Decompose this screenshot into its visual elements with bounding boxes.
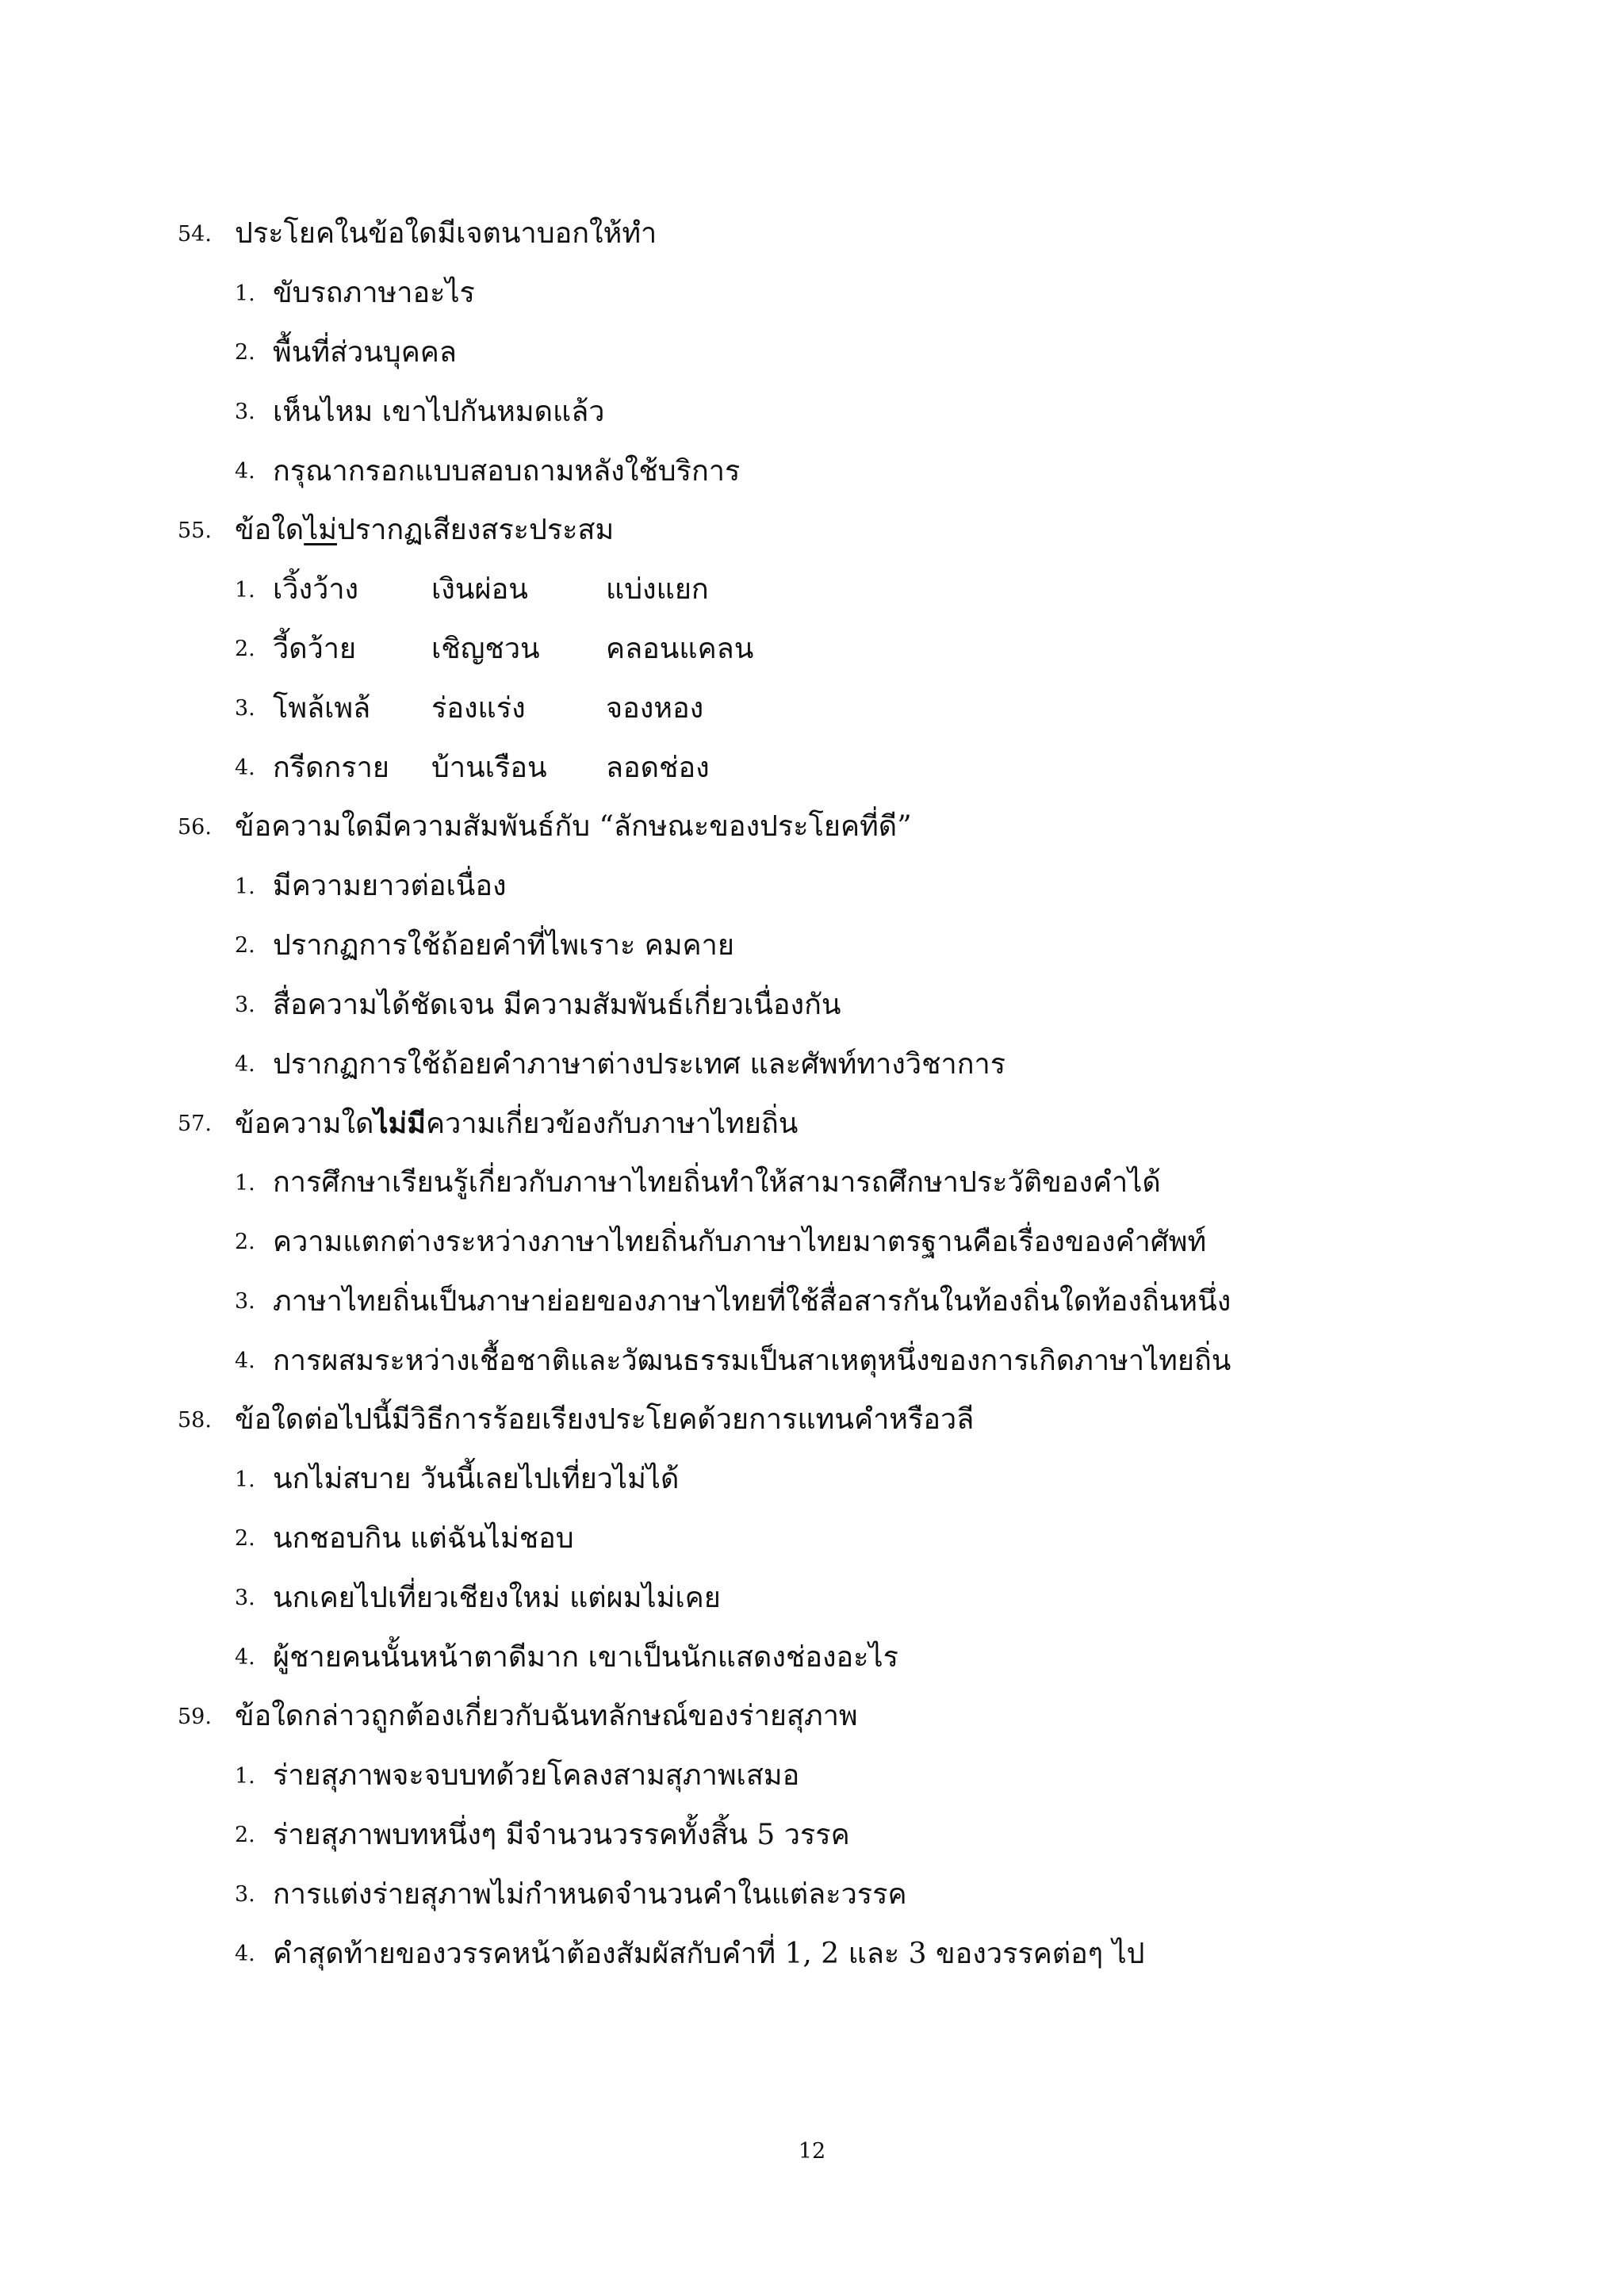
question-list bbox=[178, 205, 1542, 1984]
question-number: 56. bbox=[178, 814, 212, 840]
question-stem bbox=[178, 501, 1542, 561]
option-number: 2. bbox=[235, 1230, 255, 1255]
question-text: ข้อใดต่อไปนี้มีวิธีการร้อยเรียงประโยคด้วยการแทนคำหรือวลี bbox=[235, 1403, 975, 1437]
question-text: ข้อใดกล่าวถูกต้องเกี่ยวกับฉันทลักษณ์ของร่ายสุภาพ bbox=[235, 1700, 858, 1733]
option-text: คำสุดท้ายของวรรคหน้าต้องสัมผัสกับคำที่ 1, 2 และ 3 ของวรรคต่อๆ ไป bbox=[273, 1937, 1145, 1970]
option-text: การแต่งร่ายสุภาพไม่กำหนดจำนวนคำในแต่ละวรรค bbox=[273, 1877, 907, 1911]
option-number: 3. bbox=[235, 993, 255, 1018]
option-word: เชิญชวน bbox=[431, 632, 540, 665]
option-number: 1. bbox=[235, 1467, 255, 1492]
option-number: 3. bbox=[235, 1586, 255, 1611]
option-number: 2. bbox=[235, 340, 255, 365]
option bbox=[178, 382, 1542, 442]
option-number: 2. bbox=[235, 637, 255, 662]
page-number: 12 bbox=[798, 2139, 826, 2164]
option-word: โพล้เพล้ bbox=[273, 691, 371, 725]
option-word: เวิ้งว้าง bbox=[273, 573, 359, 607]
option bbox=[178, 738, 1542, 798]
option-text: นกชอบกิน แต่ฉันไม่ชอบ bbox=[273, 1521, 574, 1555]
option-number: 1. bbox=[235, 874, 255, 899]
option-number: 2. bbox=[235, 1823, 255, 1848]
option bbox=[178, 857, 1542, 916]
option-number: 4. bbox=[235, 1645, 255, 1670]
option bbox=[178, 1450, 1542, 1510]
option bbox=[178, 1806, 1542, 1866]
option-number: 4. bbox=[235, 459, 255, 484]
option-text: กรุณากรอกแบบสอบถามหลังใช้บริการ bbox=[273, 454, 741, 488]
option-word: วี้ดว้าย bbox=[273, 632, 357, 665]
option bbox=[178, 679, 1542, 738]
option bbox=[178, 1213, 1542, 1272]
option-word: จองหอง bbox=[606, 691, 704, 725]
option bbox=[178, 1154, 1542, 1213]
option-text: สื่อความได้ชัดเจน มีความสัมพันธ์เกี่ยวเนื่องกัน bbox=[273, 988, 841, 1021]
question-text-before: ข้อความใด bbox=[235, 1107, 374, 1140]
option bbox=[178, 1747, 1542, 1806]
question-55 bbox=[178, 501, 1542, 798]
option-text: ร่ายสุภาพจะจบบทด้วยโคลงสามสุภาพเสมอ bbox=[273, 1759, 800, 1793]
option-number: 4. bbox=[235, 1942, 255, 1966]
option-text: มีความยาวต่อเนื่อง bbox=[273, 870, 507, 903]
option-word: คลอนแคลน bbox=[606, 632, 754, 665]
option-text: ความแตกต่างระหว่างภาษาไทยถิ่นกับภาษาไทยมาตรฐานคือเรื่องของคำศัพท์ bbox=[273, 1225, 1207, 1258]
question-emphasis-bold: ไม่มี bbox=[373, 1106, 427, 1140]
question-text-after: ปรากฏเสียงสระประสม bbox=[337, 514, 615, 547]
option bbox=[178, 1628, 1542, 1687]
option bbox=[178, 1272, 1542, 1331]
option-text: ผู้ชายคนนั้นหน้าตาดีมาก เขาเป็นนักแสดงช่องอะไร bbox=[273, 1640, 898, 1674]
option-number: 1. bbox=[235, 577, 255, 603]
option bbox=[178, 264, 1542, 323]
question-text: ข้อความใดมีความสัมพันธ์กับ “ลักษณะของประโยคที่ดี” bbox=[235, 810, 912, 844]
option bbox=[178, 1510, 1542, 1569]
option-text: ร่ายสุภาพบทหนึ่งๆ มีจำนวนวรรคทั้งสิ้น 5 วรรค bbox=[273, 1818, 850, 1851]
option-text: ขับรถภาษาอะไร bbox=[273, 277, 475, 310]
option bbox=[178, 620, 1542, 679]
option bbox=[178, 1035, 1542, 1094]
option-text: นกเคยไปเที่ยวเชียงใหม่ แต่ผมไม่เคย bbox=[273, 1581, 721, 1614]
option bbox=[178, 1568, 1542, 1628]
option bbox=[178, 1331, 1542, 1391]
option bbox=[178, 561, 1542, 620]
option-text: การผสมระหว่างเชื้อชาติและวัฒนธรรมเป็นสาเหตุหนึ่งของการเกิดภาษาไทยถิ่น bbox=[273, 1344, 1231, 1377]
question-stem bbox=[178, 1391, 1542, 1450]
option bbox=[178, 975, 1542, 1035]
option-text: นกไม่สบาย วันนี้เลยไปเที่ยวไม่ได้ bbox=[273, 1463, 680, 1496]
question-58 bbox=[178, 1391, 1542, 1687]
question-text-before: ข้อใด bbox=[235, 514, 304, 547]
option-word: ลอดช่อง bbox=[606, 751, 710, 784]
option-number: 4. bbox=[235, 1349, 255, 1374]
option-number: 1. bbox=[235, 281, 255, 306]
option bbox=[178, 442, 1542, 501]
question-number: 55. bbox=[178, 518, 212, 543]
option-text: ปรากฏการใช้ถ้อยคำที่ไพเราะ คมคาย bbox=[273, 928, 734, 962]
option-number: 2. bbox=[235, 933, 255, 959]
question-54 bbox=[178, 205, 1542, 501]
option-number: 4. bbox=[235, 756, 255, 781]
option bbox=[178, 323, 1542, 383]
question-emphasis-underlined: ไม่ bbox=[304, 514, 338, 547]
option-number: 3. bbox=[235, 400, 255, 425]
question-56 bbox=[178, 798, 1542, 1094]
option-number: 3. bbox=[235, 696, 255, 721]
option-word: กรีดกราย bbox=[273, 751, 389, 784]
option bbox=[178, 916, 1542, 976]
option bbox=[178, 1865, 1542, 1924]
option-text: ภาษาไทยถิ่นเป็นภาษาย่อยของภาษาไทยที่ใช้สื่อสารกันในท้องถิ่นใดท้องถิ่นหนึ่ง bbox=[273, 1284, 1231, 1318]
option-word: เงินผ่อน bbox=[431, 573, 528, 607]
question-text bbox=[235, 516, 614, 545]
option-text: การศึกษาเรียนรู้เกี่ยวกับภาษาไทยถิ่นทำให้สามารถศึกษาประวัติของคำได้ bbox=[273, 1166, 1161, 1200]
option-text: เห็นไหม เขาไปกันหมดแล้ว bbox=[273, 395, 605, 428]
option-number: 2. bbox=[235, 1526, 255, 1552]
option-text: ปรากฏการใช้ถ้อยคำภาษาต่างประเทศ และศัพท์ทางวิชาการ bbox=[273, 1047, 1006, 1081]
question-text-after: ความเกี่ยวข้องกับภาษาไทยถิ่น bbox=[426, 1107, 799, 1140]
question-number: 57. bbox=[178, 1111, 212, 1136]
question-stem bbox=[178, 205, 1542, 264]
option-number: 3. bbox=[235, 1289, 255, 1314]
question-59 bbox=[178, 1687, 1542, 1984]
option-number: 3. bbox=[235, 1882, 255, 1908]
option-number: 1. bbox=[235, 1763, 255, 1789]
option-text: พื้นที่ส่วนบุคคล bbox=[273, 335, 457, 369]
question-stem bbox=[178, 1687, 1542, 1747]
option-number: 1. bbox=[235, 1170, 255, 1196]
option bbox=[178, 1924, 1542, 1984]
question-text: ประโยคในข้อใดมีเจตนาบอกให้ทำ bbox=[235, 217, 657, 251]
question-number: 59. bbox=[178, 1704, 212, 1729]
option-word: แบ่งแยก bbox=[606, 573, 709, 607]
question-57 bbox=[178, 1094, 1542, 1391]
option-word: ร่องแร่ง bbox=[431, 691, 526, 725]
question-text bbox=[235, 1106, 799, 1140]
option-number: 4. bbox=[235, 1052, 255, 1077]
question-number: 54. bbox=[178, 221, 212, 247]
option-word: บ้านเรือน bbox=[431, 751, 547, 784]
question-number: 58. bbox=[178, 1407, 212, 1433]
question-stem bbox=[178, 1094, 1542, 1154]
question-stem bbox=[178, 798, 1542, 857]
